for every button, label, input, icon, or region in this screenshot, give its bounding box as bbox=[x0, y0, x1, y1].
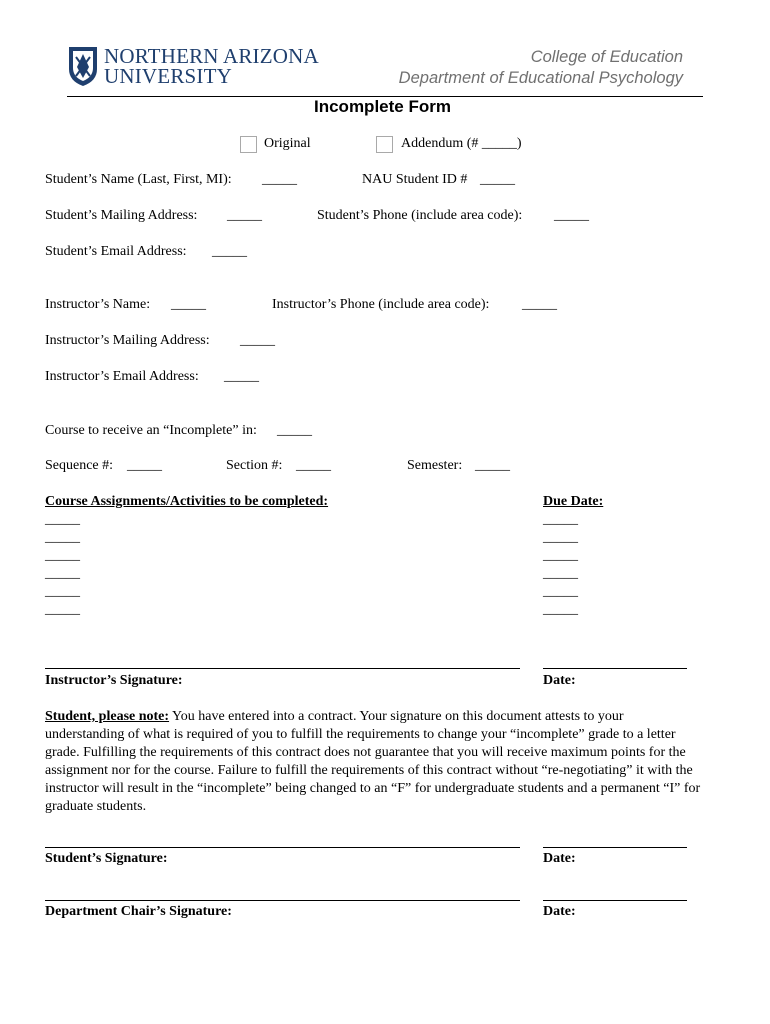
addendum-checkbox[interactable] bbox=[376, 136, 393, 153]
assignment-item[interactable]: _____ bbox=[45, 548, 80, 563]
assignment-item[interactable]: _____ bbox=[45, 512, 80, 527]
due-date-item[interactable]: _____ bbox=[543, 512, 578, 527]
instructor-name-field[interactable]: _____ bbox=[171, 297, 206, 312]
instructor-mailing-field[interactable]: _____ bbox=[240, 333, 275, 348]
student-note-body: You have entered into a contract. Your signature on this document attests to your understanding of what is required of you to fulfill the requirements to change your “incomplete” grade to a letter grade. Fulfilling the requirements of this contract does not guarantee that you will receive maximum points for the assignment nor for the course. Failure to fulfill the requirements of this contract without “re-negotiating” it with the instructor will result in the “incomplete” being changed to an “F” for undergraduate students and a permanent “I” for graduate students. bbox=[45, 709, 701, 814]
college-name: College of Education bbox=[530, 48, 683, 66]
department-name: Department of Educational Psychology bbox=[398, 69, 683, 87]
due-date-item[interactable]: _____ bbox=[543, 548, 578, 563]
chair-signature-line[interactable] bbox=[45, 900, 520, 901]
course-label: Course to receive an “Incomplete” in: bbox=[45, 423, 257, 438]
chair-date-line[interactable] bbox=[543, 900, 687, 901]
section-field[interactable]: _____ bbox=[296, 458, 331, 473]
instructor-email-field[interactable]: _____ bbox=[224, 369, 259, 384]
sequence-field[interactable]: _____ bbox=[127, 458, 162, 473]
student-name-label: Student’s Name (Last, First, MI): bbox=[45, 172, 232, 187]
student-name-field[interactable]: _____ bbox=[262, 172, 297, 187]
shield-crest-icon bbox=[67, 45, 99, 87]
student-phone-label: Student’s Phone (include area code): bbox=[317, 208, 523, 223]
assignment-item[interactable]: _____ bbox=[45, 530, 80, 545]
assignments-header: Course Assignments/Activities to be completed: bbox=[45, 494, 329, 509]
student-id-field[interactable]: _____ bbox=[480, 172, 515, 187]
section-label: Section #: bbox=[226, 458, 283, 473]
student-mailing-field[interactable]: _____ bbox=[227, 208, 262, 223]
assignment-item[interactable]: _____ bbox=[45, 566, 80, 581]
student-note bbox=[45, 708, 705, 816]
university-name-line1: NORTHERN ARIZONA bbox=[104, 44, 319, 68]
due-date-item[interactable]: _____ bbox=[543, 566, 578, 581]
semester-label: Semester: bbox=[407, 458, 463, 473]
sequence-label: Sequence #: bbox=[45, 458, 114, 473]
original-label: Original bbox=[264, 136, 311, 151]
instructor-date-line[interactable] bbox=[543, 668, 687, 669]
student-id-label: NAU Student ID # bbox=[362, 172, 468, 187]
due-date-item[interactable]: _____ bbox=[543, 602, 578, 617]
instructor-signature-label: Instructor’s Signature: bbox=[45, 673, 183, 688]
form-title: Incomplete Form bbox=[314, 97, 451, 116]
instructor-signature-line[interactable] bbox=[45, 668, 520, 669]
chair-date-label: Date: bbox=[543, 904, 576, 919]
assignment-item[interactable]: _____ bbox=[45, 602, 80, 617]
instructor-mailing-label: Instructor’s Mailing Address: bbox=[45, 333, 210, 348]
chair-signature-label: Department Chair’s Signature: bbox=[45, 904, 232, 919]
student-email-field[interactable]: _____ bbox=[212, 244, 247, 259]
university-logo bbox=[67, 45, 337, 90]
assignment-item[interactable]: _____ bbox=[45, 584, 80, 599]
student-mailing-label: Student’s Mailing Address: bbox=[45, 208, 198, 223]
instructor-phone-field[interactable]: _____ bbox=[522, 297, 557, 312]
student-note-lead: Student, please note: bbox=[45, 709, 170, 724]
student-signature-line[interactable] bbox=[45, 847, 520, 848]
addendum-label: Addendum (# _____) bbox=[401, 136, 522, 151]
due-date-header: Due Date: bbox=[543, 494, 604, 509]
due-date-item[interactable]: _____ bbox=[543, 584, 578, 599]
student-signature-label: Student’s Signature: bbox=[45, 851, 168, 866]
instructor-email-label: Instructor’s Email Address: bbox=[45, 369, 199, 384]
student-date-line[interactable] bbox=[543, 847, 687, 848]
student-email-label: Student’s Email Address: bbox=[45, 244, 187, 259]
university-name-line2: UNIVERSITY bbox=[104, 64, 232, 88]
student-phone-field[interactable]: _____ bbox=[554, 208, 589, 223]
due-date-item[interactable]: _____ bbox=[543, 530, 578, 545]
instructor-name-label: Instructor’s Name: bbox=[45, 297, 151, 312]
original-checkbox[interactable] bbox=[240, 136, 257, 153]
student-date-label: Date: bbox=[543, 851, 576, 866]
semester-field[interactable]: _____ bbox=[475, 458, 510, 473]
instructor-phone-label: Instructor’s Phone (include area code): bbox=[272, 297, 490, 312]
instructor-date-label: Date: bbox=[543, 673, 576, 688]
course-field[interactable]: _____ bbox=[277, 423, 312, 438]
